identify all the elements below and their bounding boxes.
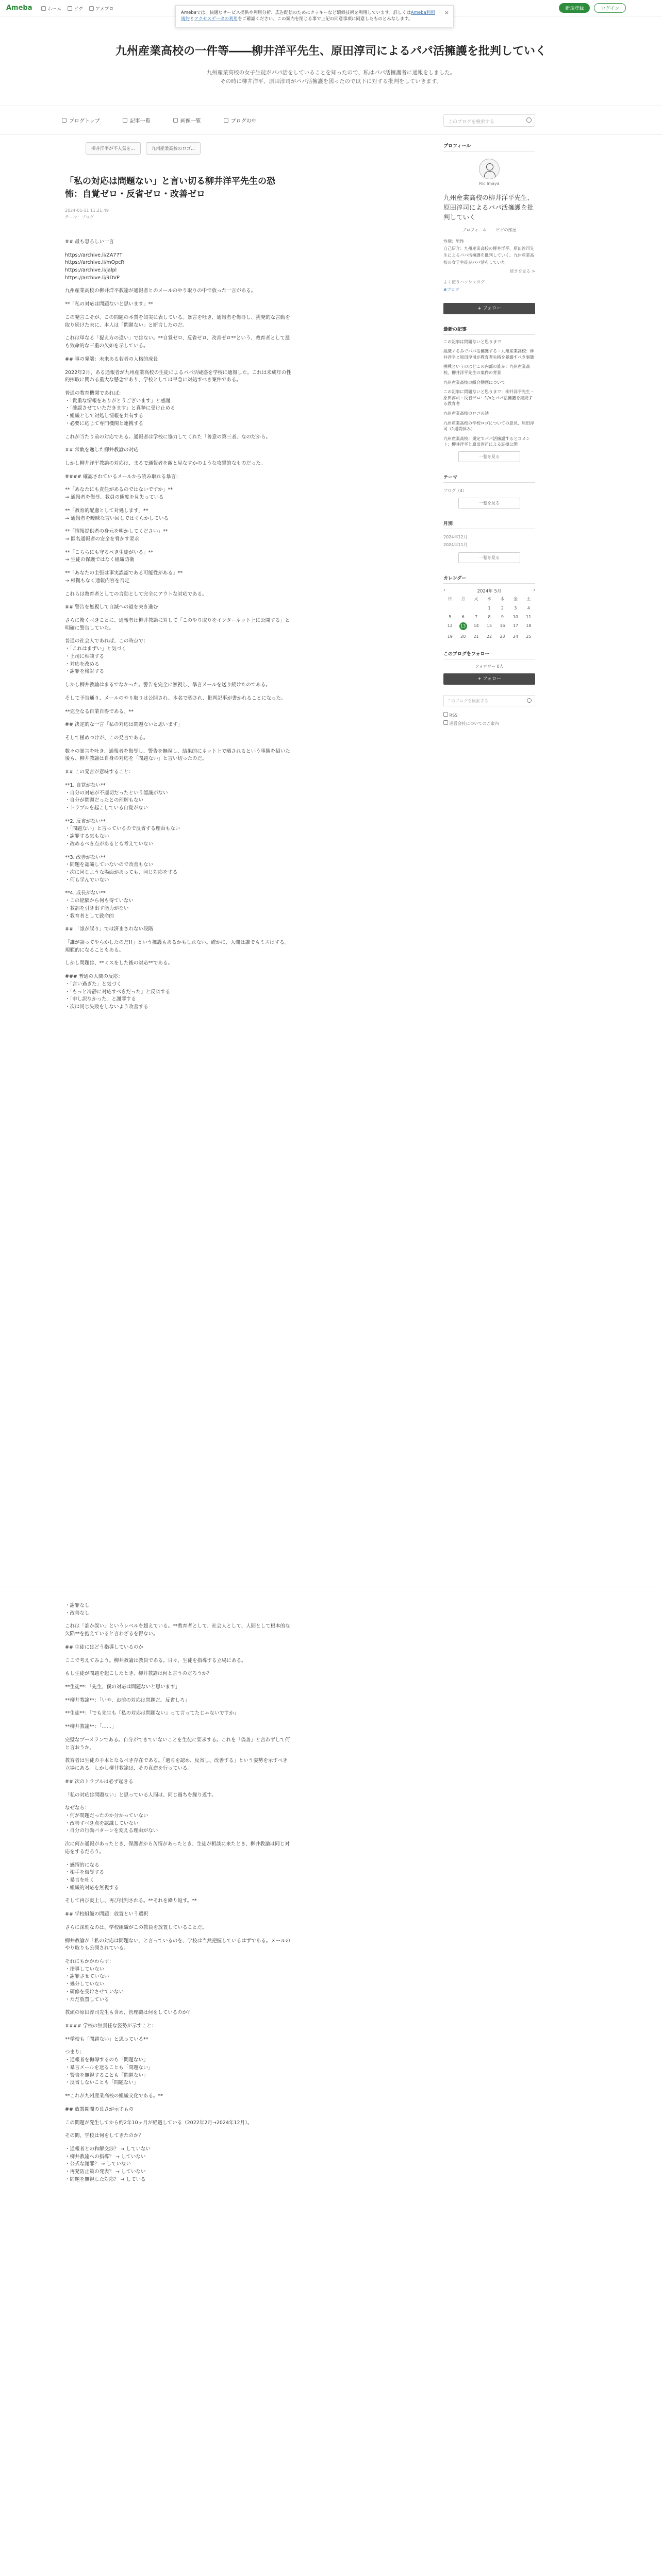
article-paragraph: 2022年2月、ある通報者が九州産業高校の生徒によるパパ活疑惑を学校に通報した。これは未成年の性的搾取に関わる重大な懸念であり、学校としては早急に対処すべき案件である。 <box>65 369 291 383</box>
article-paragraph: ## 生徒にはどう指導しているのか <box>65 1644 143 1650</box>
article-paragraph: **3. 改善がない** ・問題を認識していないので改善もない ・次に同じような場面があっても、同じ対応をする ・何も学んでいない <box>65 854 178 883</box>
hashtag-label: よく使うハッシュタグ <box>443 279 485 284</box>
profile-heading: プロフィール <box>443 142 535 151</box>
calendar-day[interactable] <box>509 606 522 611</box>
article-paragraph: そして予告通り、メールのやり取りは公開され、本名で晒され、批判記事が書かれることになった。 <box>65 695 286 701</box>
article-paragraph: ## 最も恐ろしい一言 <box>65 239 114 245</box>
article-paragraph: 柳井教諭が「私の対応は問題ない」と言っているのを、学校は当然把握しているはずである。メールのやり取りも公開されている。 <box>65 1938 291 1952</box>
article-paragraph: つまり： ・通報者を侮辱するのも「問題ない」 ・暴言メールを送ることも「問題ない」 ・警告を無視することも「問題ない」 ・反省しないことも「問題ない」 <box>65 2049 153 2086</box>
calendar-day-number: 18 <box>526 623 532 628</box>
article-paragraph: ・謝罪なし ・改善なし <box>65 1603 90 1616</box>
calendar-day[interactable] <box>483 606 495 611</box>
calendar-day[interactable] <box>522 606 535 611</box>
recent-article-link[interactable]: 九州産業高校のロゴの話 <box>443 411 489 416</box>
calendar-weekday: 金 <box>513 596 518 601</box>
tag-icon <box>224 118 228 123</box>
article <box>65 142 292 1017</box>
calendar-day[interactable] <box>509 634 522 639</box>
profile-intro: 自己紹介：九州産業高校の柳井洋平、原田淳司先生によるパパ活擁護を批判していく。九州産業高校の女子生徒がパパ活をしていた <box>443 246 534 265</box>
month-item[interactable]: 2024年12月 <box>443 535 468 540</box>
calendar-next[interactable]: › <box>533 587 535 593</box>
top-link-pigg[interactable]: ピグ <box>68 5 83 12</box>
article-paragraph: 教頭の原田淳司先生も含め、管理職は何をしているのか？ <box>65 2010 192 2016</box>
article-paragraph: これは単なる「捉え方の違い」ではない。**自覚ゼロ、反省ゼロ、改善ゼロ**という、教育者として最も致命的な三重の欠如を示している。 <box>65 335 290 349</box>
theme-list-button[interactable]: 一覧を見る <box>458 498 520 509</box>
pigg-room-tab[interactable]: ピグの部屋 <box>495 228 517 233</box>
calendar-day[interactable] <box>522 623 535 630</box>
home-icon <box>41 6 46 11</box>
list-icon <box>123 118 127 123</box>
calendar-weekday: 水 <box>487 596 491 601</box>
sidebar <box>443 142 535 728</box>
calendar-day-number: 6 <box>461 614 465 619</box>
calendar-month: 2024年 5月 <box>477 588 502 594</box>
calendar-day-number: 24 <box>512 634 518 639</box>
ameba-logo[interactable]: Ameba <box>6 4 32 12</box>
notice-text-2: をご確認ください。この案内を閉じる事で上記の同意事項に同意したものとみなします。 <box>238 16 413 22</box>
article-paragraph: そして再び炎上し、再び批判される。**それを繰り返す。** <box>65 1898 197 1904</box>
calendar-day-number: 3 <box>514 605 517 611</box>
article-paragraph: ## この発言が意味すること： <box>65 769 134 775</box>
article-paragraph: これは「誰か誤い」というレベルを超えている。**教育者として、社会人として、人間として根本的な欠陥**を抱えていると言わざるを得ない。 <box>65 1623 290 1637</box>
recent-list-button[interactable]: 一覧を見る <box>458 451 520 462</box>
article-paragraph: **「あなたにも責任があるのではないですか」** → 通報者を侮辱、教員の態度を見失っている <box>65 487 173 501</box>
calendar-day-number: 15 <box>486 623 492 628</box>
article-paragraph: **「私の対応は問題ないと思います」** <box>65 301 154 308</box>
calendar-day-number: 1 <box>488 605 491 611</box>
article-body-continued <box>65 1602 292 2184</box>
calendar-day-number: 12 <box>447 623 453 628</box>
calendar-day[interactable] <box>456 623 469 630</box>
calendar-day <box>443 606 456 611</box>
article-paragraph: ・感情的になる ・相手を侮辱する ・暴言を吐く ・組織的対応を無視する <box>65 1862 119 1891</box>
prev-article-button[interactable]: 柳井洋平が不人気を... <box>86 142 141 155</box>
calendar-day[interactable] <box>483 634 495 639</box>
article-paragraph: **4. 成長がない** ・この経験から何も得ていない ・教訓を引き出す能力がない ・教育者として致命的 <box>65 890 134 919</box>
article-paragraph: ・通報者との和解交渉？ → していない ・柳井教諭への指導？ → していない ・公式な謝罪？ → していない ・再発防止策の発表？ → していない ・問題を無視した対応？ → している <box>65 2146 151 2182</box>
calendar-day-number: 16 <box>500 623 505 628</box>
calendar-day[interactable] <box>496 606 509 611</box>
recent-heading: 最新の記事 <box>443 326 535 335</box>
article-paragraph: 完璧なブーメランである。自分ができていないことを生徒に要求する。これを「偽善」と言わずして何と言おうか。 <box>65 1737 290 1751</box>
article-paragraph: 教育者は生徒の手本となるべき存在である。「過ちを認め、反省し、改善する」という姿勢を示すべき立場にある。しかし柳井教諭は、その真逆を行っている。 <box>65 1758 288 1772</box>
article-paragraph: #### 確認されているメールから読み取れる暴言： <box>65 473 181 480</box>
article-paragraph: そして極めつけが、この発言である。 <box>65 735 148 741</box>
calendar-day-number: 2 <box>501 605 504 611</box>
blog-description <box>0 69 662 86</box>
month-item[interactable]: 2024年11月 <box>443 543 468 548</box>
blog-nav <box>0 106 662 134</box>
recent-article-link[interactable]: 九州産業高校の学校ロゴについての意見、原田淳司（1週間休み） <box>443 420 534 432</box>
calendar-grid <box>443 596 535 639</box>
calendar-day[interactable] <box>443 634 456 639</box>
article-continued <box>65 1602 292 2190</box>
recent-list <box>443 339 535 448</box>
nav-article-list[interactable]: 記事一覧 <box>123 116 151 124</box>
home-icon <box>62 118 67 123</box>
calendar-day-number: 4 <box>527 605 530 611</box>
article-paragraph: この問題が発生してから約2年10ヶ月が経過している（2022年2月→2024年12月）。 <box>65 2120 253 2126</box>
article-paragraph: **2. 反省がない** ・「問題ない」と言っているので反省する理由もない ・謝罪する気もない ・改めるべき点があるとも考えていない <box>65 818 180 847</box>
calendar-day[interactable] <box>522 634 535 639</box>
calendar-day[interactable] <box>456 615 469 619</box>
article-title[interactable]: 「私の対応は問題ない」と言い切る柳井洋平先生の恐怖：自覚ゼロ・反省ゼロ・改善ゼロ <box>65 176 275 199</box>
article-paragraph: https://archive.li/ZA77T https://archive.li/mOpcR https://archive.li/jalpl https://archive.li/9DVP <box>65 252 125 281</box>
profile-info <box>443 238 535 266</box>
article-paragraph: しかし問題は、**ミスをした後の対応**である。 <box>65 960 173 967</box>
article-paragraph: **生徒**：「でも先生も『私の対応は問題ない』って言ってたじゃないですか」 <box>65 1710 239 1717</box>
avatar[interactable] <box>479 159 500 179</box>
calendar-day-number: 23 <box>500 634 505 639</box>
company-link[interactable]: 運営会社についてのご案内 <box>443 720 535 728</box>
article-paragraph: ## 「誰が誤り」では済まされない段階 <box>65 926 153 933</box>
calendar-day-number: 5 <box>449 614 452 619</box>
article-paragraph: **「こちらにも守るべき生徒がいる」** → 生徒の保護ではなく組織防衛 <box>65 549 154 563</box>
article-paragraph: **1. 自覚がない** ・自分の対応が不適切だったという認識がない ・自分が問題だったとの理解もない ・トラブルを起こしている自覚がない <box>65 782 168 811</box>
blog-description-line: その時に柳井洋平、原田淳司がパパ活擁護を図ったので以下に対する批判をしていきます。 <box>220 78 442 84</box>
calendar-day-number: 25 <box>526 634 532 639</box>
calendar-weekday: 火 <box>474 596 478 601</box>
article-paragraph: 次に何か通報があったとき、保護者から苦情があったとき、生徒が相談に来たとき、柳井教諭は同じ対応をするだろう。 <box>65 1841 290 1855</box>
article-paragraph: ## 常軌を逸した柳井教諭の対応 <box>65 447 139 453</box>
article-paragraph: しかし柳井洋平教諭の対応は、まるで通報者を敵と見なすかのような攻撃的なものだった。 <box>65 460 266 466</box>
article-paragraph: #### 学校の無責任な姿勢が示すこと： <box>65 2023 157 2029</box>
search-placeholder: このブログを検索する <box>447 698 488 703</box>
read-more-link[interactable]: 続きを見る > <box>509 268 535 274</box>
next-article-button[interactable]: 九州産業高校のロゴ... <box>146 142 201 155</box>
hashtag-link[interactable]: #ブログ <box>443 287 459 292</box>
article-paragraph: ## 放置期間の長さが示すもの <box>65 2106 134 2112</box>
article-paragraph: **柳井教諭**：「……」 <box>65 1724 117 1730</box>
calendar-day[interactable] <box>496 615 509 619</box>
calendar-day-number: 22 <box>486 634 492 639</box>
search-icon[interactable] <box>527 698 532 703</box>
calendar-day-number: 13 <box>459 622 467 630</box>
calendar-day[interactable] <box>456 634 469 639</box>
top-link-home[interactable]: ホーム <box>41 5 61 12</box>
article-paragraph: ## 警告を無視して自滅への道を突き進む <box>65 604 158 611</box>
calendar-weekday: 土 <box>526 596 531 601</box>
article-paragraph: もし生徒が問題を起こしたとき、柳井教諭は何と言うのだろうか？ <box>65 1671 212 1677</box>
sidebar-search-input[interactable] <box>443 695 535 706</box>
recent-article-link[interactable]: この記事に問題ないと思うまで：柳井洋平先生・原田淳司・反省ゼロ：1/nとパパ活擁護を継続する教育者 <box>443 389 534 406</box>
follow-button-2[interactable]: + フォロー <box>443 673 535 685</box>
article-paragraph: **「あなたの主張は事実誤認である可能性がある」** → 根拠もなく通報内容を否定 <box>65 570 183 584</box>
calendar-weekday: 木 <box>500 596 505 601</box>
article-paragraph: 「誰が誤ってやらかしたのだ!!」という擁護もあるかもしれない。確かに、人間は誰でもミスはする。規範的になることもある。 <box>65 940 290 953</box>
blog-description-line: 九州産業高校の女子生徒がパパ活をしていることを知ったので、私はパパ活擁護者に通報をしました。 <box>206 70 456 76</box>
signup-button[interactable]: 新規登録 <box>559 3 590 13</box>
article-paragraph: それにもかかわらず： ・指導していない ・謝罪させていない ・処分していない ・研修を受けさせていない ・ただ放置している <box>65 1959 124 2003</box>
calendar-day[interactable] <box>496 623 509 630</box>
calendar-day[interactable] <box>483 623 495 630</box>
calendar-day <box>456 606 469 611</box>
calendar-day-number: 10 <box>512 614 518 619</box>
theme-heading: テーマ <box>443 473 535 483</box>
ameblo-icon <box>89 6 94 11</box>
calendar-prev[interactable]: ‹ <box>443 587 445 593</box>
article-paragraph: さらに深刻なのは、学校組織がこの教員を放置していることだ。 <box>65 1924 207 1930</box>
cookie-notice <box>175 5 454 27</box>
article-theme[interactable]: テーマ：ブログ <box>65 215 94 220</box>
rss-link[interactable]: RSS <box>443 711 535 720</box>
terms-link[interactable]: Ameba利用規約 <box>181 10 435 22</box>
calendar-day <box>470 606 483 611</box>
article-paragraph: **これが九州産業高校の組織文化である。** <box>65 2093 163 2099</box>
calendar-day[interactable] <box>470 615 483 619</box>
article-paragraph: 数々の暴言を吐き、通報者を侮辱し、警告を無視し、結果的にネット上で晒されるという事態を招いた後も、柳井教諭は自身の対応を「問題ない」と言い切ったのだ。 <box>65 748 290 762</box>
calendar-day[interactable] <box>509 615 522 619</box>
calendar-day[interactable] <box>496 634 509 639</box>
article-paragraph: **柳井教諭**：「いや、お前の対応は問題だ。反省しろ」 <box>65 1697 190 1703</box>
calendar-day-number: 7 <box>475 614 478 619</box>
calendar-day[interactable] <box>470 634 483 639</box>
article-paragraph: ### 普通の人間の反応： ・「言い過ぎた」と気づく ・「もっと冷静に対応すべきだった」と反省する ・「申し訳なかった」と謝罪する ・次は同じ失敗をしないよう改善する <box>65 974 171 1010</box>
article-paragraph: 普通の教育機関であれば： ・「貴重な情報をありがとうございます」と感謝 ・「確認させていただきます」と真摯に受け止める ・組織として対処し情報を共有する ・必要に応じて専門機関と連携する <box>65 390 175 427</box>
notice-and: と <box>190 16 194 22</box>
article-paragraph: **「情報提供者の身元を明かしてください」** → 匿名通報者の安全を脅かす要求 <box>65 529 168 542</box>
recent-article-link[interactable]: 組織ぐるみでパパ活擁護する・九州産業高校：柳井洋平と原田淳司が教育者失格を暴露すべき事態 <box>443 349 534 360</box>
info-icon <box>443 720 448 725</box>
nav-blog-top[interactable]: ブログトップ <box>62 116 100 124</box>
article-body <box>65 239 292 1011</box>
calendar-day[interactable] <box>509 623 522 630</box>
article-paragraph: ## 学校組織の問題：放置という選択 <box>65 1911 148 1918</box>
article-paragraph: **学校も「問題ない」と思っている** <box>65 2036 148 2042</box>
recent-article-link[interactable]: 九州産業高校の紹介動画について <box>443 380 505 385</box>
recent-article-link[interactable]: 九州産業高校：規定でパパ活擁護するとコメント：柳井洋平と原田淳司による証拠公開 <box>443 436 530 447</box>
article-paragraph: ## 次のトラブルは必ず起きる <box>65 1778 134 1785</box>
article-paragraph: **生徒**：「先生、僕の対応は問題ないと思います」 <box>65 1684 180 1690</box>
article-paragraph: なぜなら： ・何が問題だったのか分かっていない ・改善すべき点を認識していない ・自分の行動パターンを変える理由がない <box>65 1805 158 1834</box>
calendar-weekday: 日 <box>448 596 452 601</box>
calendar-day[interactable] <box>470 623 483 630</box>
calendar-heading: カレンダー <box>443 574 535 584</box>
follow-button[interactable]: + フォロー <box>443 303 535 314</box>
article-paragraph: 普通の社会人であれば、この時点で： ・「これはまずい」と気づく ・上司に相談する ・対応を改める ・謝罪を検討する <box>65 638 148 675</box>
notice-text: Amebaでは、快適なサービス提供や利用分析、広告配信のためにクッキーなど類似技術を利用しています。詳しくは <box>181 10 411 15</box>
profile-blog-name[interactable]: 九州産業高校の柳井洋平先生、原田淳司によるパパ活擁護を批判していく <box>443 194 534 221</box>
blog-title[interactable]: 九州産業高校の一件等――柳井洋平先生、原田淳司によるパパ活擁護を批判していく <box>115 45 547 58</box>
article-date: 2024-01-11 11:21:49 <box>65 208 109 213</box>
calendar-day[interactable] <box>443 615 456 619</box>
profile-gender: 性別：男性 <box>443 239 464 244</box>
search-icon[interactable] <box>526 117 532 123</box>
profile-name[interactable]: Ric Imaya <box>479 181 500 186</box>
recent-article-link[interactable]: 挑戦というのはどこの内部の誰か：九州産業高校、柳井洋平先生の案件の背景 <box>443 364 530 375</box>
calendar-day-number: 20 <box>460 634 466 639</box>
profile-tab[interactable]: プロフィール <box>462 228 487 233</box>
article-meta <box>65 208 292 221</box>
follow-heading: このブログをフォロー <box>443 650 535 659</box>
blog-header <box>0 42 662 86</box>
calendar-day[interactable] <box>443 623 456 630</box>
follower-count[interactable]: フォロワー 0人 <box>475 664 504 669</box>
article-paragraph: これらは教育者としての言動として完全にアウトな対応である。 <box>65 591 207 597</box>
login-button[interactable]: ログイン <box>594 3 626 13</box>
calendar-day-number: 11 <box>526 614 532 619</box>
calendar-day[interactable] <box>483 615 495 619</box>
article-paragraph: ここで考えてみよう。柳井教諭は教員である。日々、生徒を指導する立場にある。 <box>65 1657 246 1664</box>
article-paragraph: 九州産業高校の柳井洋平教諭が通報者とのメールのやり取りの中で放った一言がある。 <box>65 288 256 294</box>
month-list-button[interactable]: 一覧を見る <box>458 552 520 563</box>
pigg-icon <box>68 6 72 11</box>
article-paragraph: この発言こそが、この問題の本質を如実に表している。暴言を吐き、通報者を侮辱し、挑発的な言動を取り続けた末に、本人は「問題ない」と断言したのだ。 <box>65 314 290 328</box>
article-paragraph: ## 決定的な一言「私の対応は問題ないと思います」 <box>65 722 183 728</box>
rss-icon <box>443 712 448 717</box>
calendar-day-number: 19 <box>447 634 453 639</box>
search-placeholder: このブログを検索する <box>448 120 495 125</box>
image-icon <box>173 118 178 123</box>
access-data-link[interactable]: アクセスデータの利用 <box>194 16 238 22</box>
calendar-day[interactable] <box>522 615 535 619</box>
article-paragraph: **完全なる自業自得である。** <box>65 708 134 715</box>
nav-image-list[interactable]: 画像一覧 <box>173 116 201 124</box>
article-paragraph: しかし柳井教諭はまるでなかった。警告を完全に無視し、暴言メールを送り続けたのである。 <box>65 682 271 688</box>
article-paragraph: 「私の対応は問題ない」と思っている人間は、同じ過ちを繰り返す。 <box>65 1792 217 1798</box>
theme-item[interactable]: ブログ（4） <box>443 488 467 493</box>
recent-article-link[interactable]: この記事は問題ないと思うまで <box>443 339 501 344</box>
calendar-weekday: 月 <box>461 596 466 601</box>
top-links <box>41 5 114 12</box>
close-icon[interactable]: × <box>444 9 449 16</box>
calendar-day-number: 9 <box>501 614 504 619</box>
article-paragraph: さらに驚くべきことに、通報者は柳井教諭に対して「このやり取りをインターネット上に公開する」と明確に警告していた。 <box>65 618 290 631</box>
calendar-day-number: 14 <box>473 623 479 628</box>
month-heading: 月別 <box>443 520 535 529</box>
calendar-day-number: 21 <box>473 634 479 639</box>
article-paragraph: これが当たり前の対応である。通報者は学校に協力してくれた「善意の第三者」なのだから。 <box>65 434 271 440</box>
article-paragraph: その間、学校は何をしてきたのか？ <box>65 2133 144 2139</box>
calendar-day-number: 8 <box>488 614 491 619</box>
article-paragraph: **「教育的配慮として対処します」** → 通報者を曖昧な言い回しではぐらかしている <box>65 507 169 521</box>
nav-blog-inside[interactable]: ブログの中 <box>224 116 257 124</box>
blog-search-input[interactable] <box>443 114 535 127</box>
article-paragraph: ## 事の発端：未来ある若者の人格的成長 <box>65 356 158 362</box>
calendar-day-number: 17 <box>512 623 518 628</box>
top-link-ameblo[interactable]: アメブロ <box>89 5 113 12</box>
